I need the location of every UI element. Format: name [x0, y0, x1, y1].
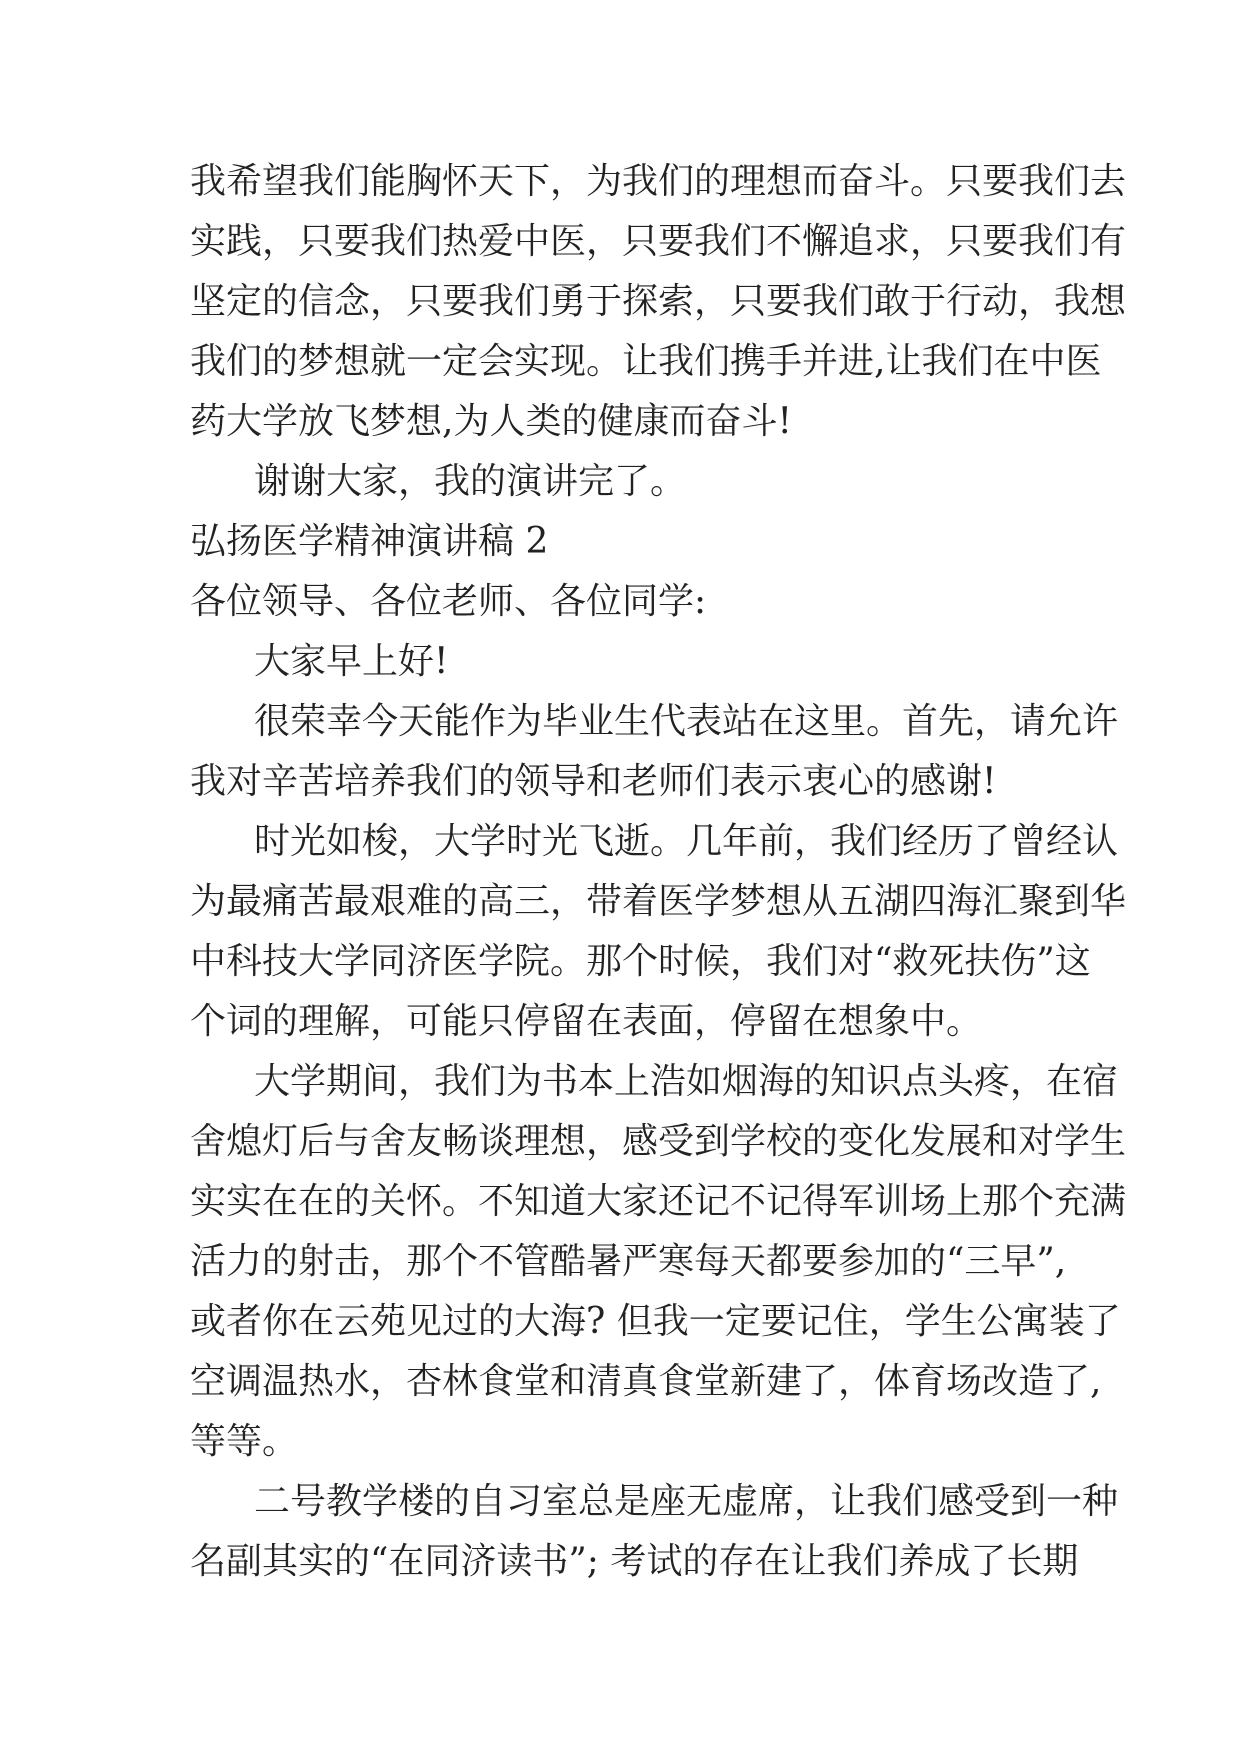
text-line: 很荣幸今天能作为毕业生代表站在这里。首先，请允许 — [254, 701, 1119, 742]
text-line: 为最痛苦最艰难的高三，带着医学梦想从五湖四海汇聚到华 — [190, 881, 1127, 922]
text-line: 我对辛苦培养我们的领导和老师们表示衷心的感谢! — [190, 761, 997, 802]
text-line: 活力的射击，那个不管酷暑严寒每天都要参加的“三早”, — [190, 1241, 1067, 1282]
text-line: 时光如梭，大学时光飞逝。几年前，我们经历了曾经认 — [254, 821, 1119, 862]
text-line: 中科技大学同济医学院。那个时候，我们对“救死扶伤”这 — [190, 941, 1091, 982]
text-line: 大学期间，我们为书本上浩如烟海的知识点头疼，在宿 — [254, 1061, 1119, 1102]
salutation: 各位领导、各位老师、各位同学: — [190, 581, 707, 622]
text-line: 我们的梦想就一定会实现。让我们携手并进,让我们在中医 — [190, 341, 1102, 382]
section-heading: 弘扬医学精神演讲稿 2 — [190, 521, 549, 562]
text-line: 我希望我们能胸怀天下，为我们的理想而奋斗。只要我们去 — [190, 161, 1127, 202]
text-line: 二号教学楼的自习室总是座无虚席，让我们感受到一种 — [254, 1481, 1119, 1522]
text-line: 坚定的信念，只要我们勇于探索，只要我们敢于行动，我想 — [190, 281, 1127, 322]
text-line: 空调温热水，杏林食堂和清真食堂新建了，体育场改造了, — [190, 1361, 1102, 1402]
text-line: 等等。 — [190, 1421, 299, 1462]
text-line: 个词的理解，可能只停留在表面，停留在想象中。 — [190, 1001, 983, 1042]
text-line: 实践，只要我们热爱中医，只要我们不懈追求，只要我们有 — [190, 221, 1127, 262]
text-line: 名副其实的“在同济读书”; 考试的存在让我们养成了长期 — [190, 1541, 1079, 1582]
text-line: 谢谢大家，我的演讲完了。 — [254, 461, 687, 502]
greeting: 大家早上好! — [254, 641, 449, 682]
text-line: 药大学放飞梦想,为人类的健康而奋斗! — [190, 401, 792, 442]
text-line: 或者你在云苑见过的大海? 但我一定要记住，学生公寓装了 — [190, 1301, 1121, 1342]
text-line: 舍熄灯后与舍友畅谈理想，感受到学校的变化发展和对学生 — [190, 1121, 1127, 1162]
text-line: 实实在在的关怀。不知道大家还记不记得军训场上那个充满 — [190, 1181, 1127, 1222]
